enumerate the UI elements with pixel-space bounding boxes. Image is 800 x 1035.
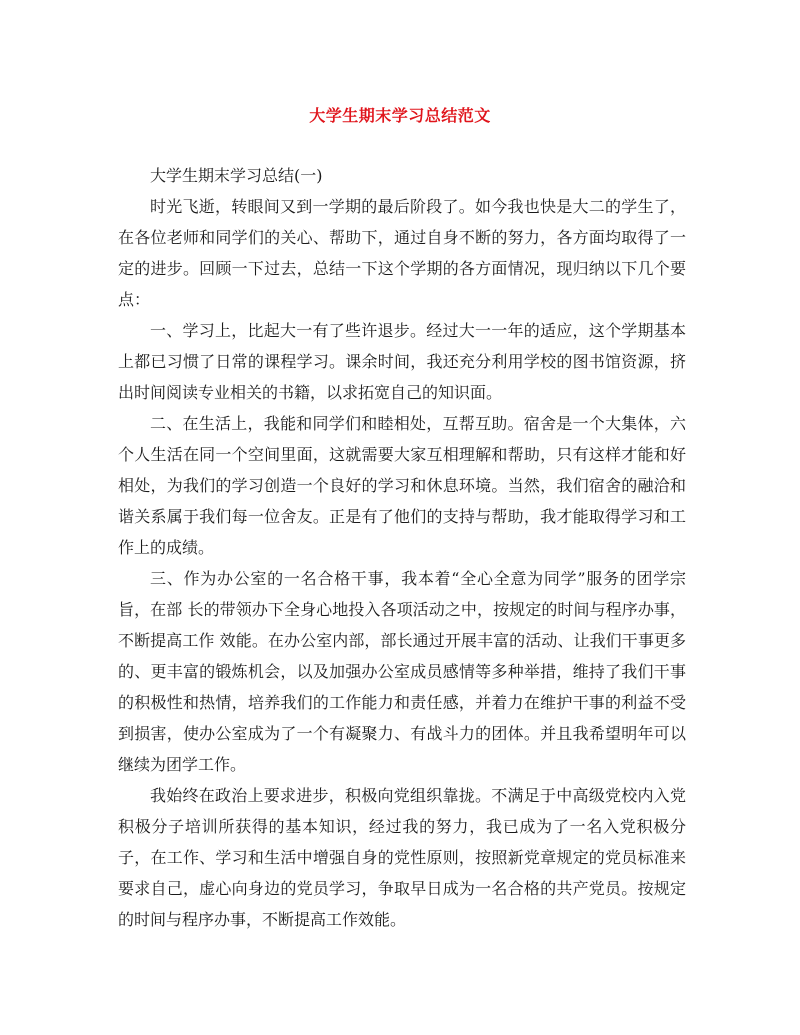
document-body bbox=[118, 160, 686, 935]
paragraph-life: 二、在生活上，我能和同学们和睦相处，互帮互助。宿舍是一个大集体，六个人生活在同一个空间里面，这就需要大家互相理解和帮助，只有这样才能和好相处，为我们的学习创造一个良好的学习和休息环境。当然，我们宿舍的融洽和谐关系属于我们每一位舍友。正是有了他们的支持与帮助，我才能取得学习和工作上的成绩。 bbox=[118, 414, 686, 557]
section-subtitle: 大学生期末学习总结(一) bbox=[150, 166, 323, 185]
paragraph-study: 一、学习上，比起大一有了些许退步。经过大一一年的适应，这个学期基本上都已习惯了日常的课程学习。课余时间，我还充分利用学校的图书馆资源，挤出时间阅读专业相关的书籍，以求拓宽自己的知识面。 bbox=[118, 321, 686, 402]
document-title: 大学生期末学习总结范文 bbox=[309, 106, 491, 125]
paragraph-politics: 我始终在政治上要求进步，积极向党组织靠拢。不满足于中高级党校内入党积极分子培训所获得的基本知识，经过我的努力，我已成为了一名入党积极分子，在工作、学习和生活中增强自身的党性原则，按照新党章规定的党员标准来要求自己，虚心向身边的党员学习，争取早日成为一名合格的共产党员。按规定的时间与程序办事，不断提高工作效能。 bbox=[118, 786, 686, 929]
paragraph-intro: 时光飞逝，转眼间又到一学期的最后阶段了。如今我也快是大二的学生了，在各位老师和同学们的关心、帮助下，通过自身不断的努力，各方面均取得了一定的进步。回顾一下过去，总结一下这个学期的各方面情况，现归纳以下几个要点： bbox=[118, 197, 686, 309]
paragraph-office-work: 三、作为办公室的一名合格干事，我本着“全心全意为同学”服务的团学宗旨，在部 长的带领办下全身心地投入各项活动之中，按规定的时间与程序办事，不断提高工作 效能。在办公室内部，部长通过开展丰富的活动、让我们干事更多的、更丰富的锻炼机会，以及加强办公室成员感情等多种举措，维持了我们干事的积极性和热情，培养我们的工作能力和责任感，并着力在维护干事的利益不受到损害，使办公室成为了一个有凝聚力、有战斗力的团体。并且我希望明年可以继续为团学工作。 bbox=[118, 569, 686, 774]
